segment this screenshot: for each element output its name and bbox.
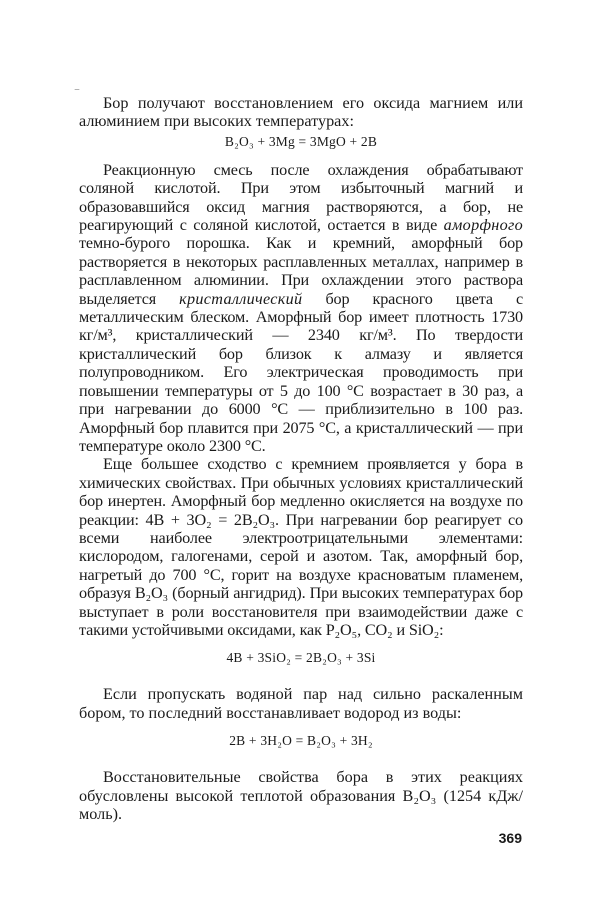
paragraph-reducing: Восстановительные свойства бора в этих реакциях обусловлены высокой теплотой образования B₂O₃ (1254 кДж/моль). xyxy=(79,768,523,823)
paragraph-properties xyxy=(79,161,523,456)
paragraph-steam: Если пропускать водяной пар над сильно раскаленным бором, то последний восстанавливает водород из воды: xyxy=(79,685,523,722)
paragraph-intro: Бор получают восстановлением его оксида магнием или алюминием при высоких температурах: xyxy=(79,94,523,131)
page-body xyxy=(79,94,523,823)
term-crystalline: кристаллический xyxy=(179,289,303,308)
stray-mark: ‾ xyxy=(75,88,79,102)
formula-reduction-mg: B₂O₃ + 3Mg = 3MgO + 2B xyxy=(224,133,378,149)
paragraph-properties-part-2: темно-бурого порошка. Как и кремний, аморфный бор растворяется в некоторых расплавленных металлах, например в расплавленном алюминии. При охлаждении этого раствора выделяется xyxy=(79,234,523,308)
formula-silica-reduction: 4B + 3SiO₂ = 2B₂O₃ + 3Si xyxy=(226,650,376,666)
page-number: 369 xyxy=(498,830,522,846)
paragraph-chemical: Еще большее сходство с кремнием проявляется у бора в химических свойствах. При обычных условиях кристаллический бор инертен. Аморфный бор медленно окисляется на воздухе по реакции: 4B + 3O₂ = 2B₂O₃. При нагревании бор реагирует со всеми наиболее электроотрицательными элементами: кислородом, галогенами, серой и азотом. Так, аморфный бор, нагретый до 700 °С, горит на воздухе красноватым пламенем, образуя B₂O₃ (борный ангидрид). При высоких температурах бор выступает в роли восстановителя при взаимодействии даже с такими устойчивыми оксидами, как P₂O₅, CO₂ и SiO₂: xyxy=(79,455,523,639)
paragraph-properties-part-1: Реакционную смесь после охлаждения обрабатывают соляной кислотой. При этом избыточный магний и образовавшийся оксид магния растворяются, а бор, не реагирующий с соляной кислотой, остается в виде xyxy=(79,160,523,235)
paragraph-properties-part-3: бор красного цвета с металлическим блеском. Аморфный бор имеет плотность 1730 кг/м³, кристаллический — 2340 кг/м³. По твердости кристаллический бор близок к алмазу и является полупроводником. Его электрическая проводимость при повышении температуры от 5 до 100 °С возрастает в 30 раз, а при нагревании до 6000 °С — приблизительно в 100 раз. Аморфный бор плавится при 2075 °С, а кристаллический — при температуре около 2300 °С. xyxy=(79,289,523,455)
term-amorphous: аморфного xyxy=(443,216,523,235)
formula-water-reduction: 2B + 3H₂O = B₂O₃ + 3H₂ xyxy=(229,733,373,749)
